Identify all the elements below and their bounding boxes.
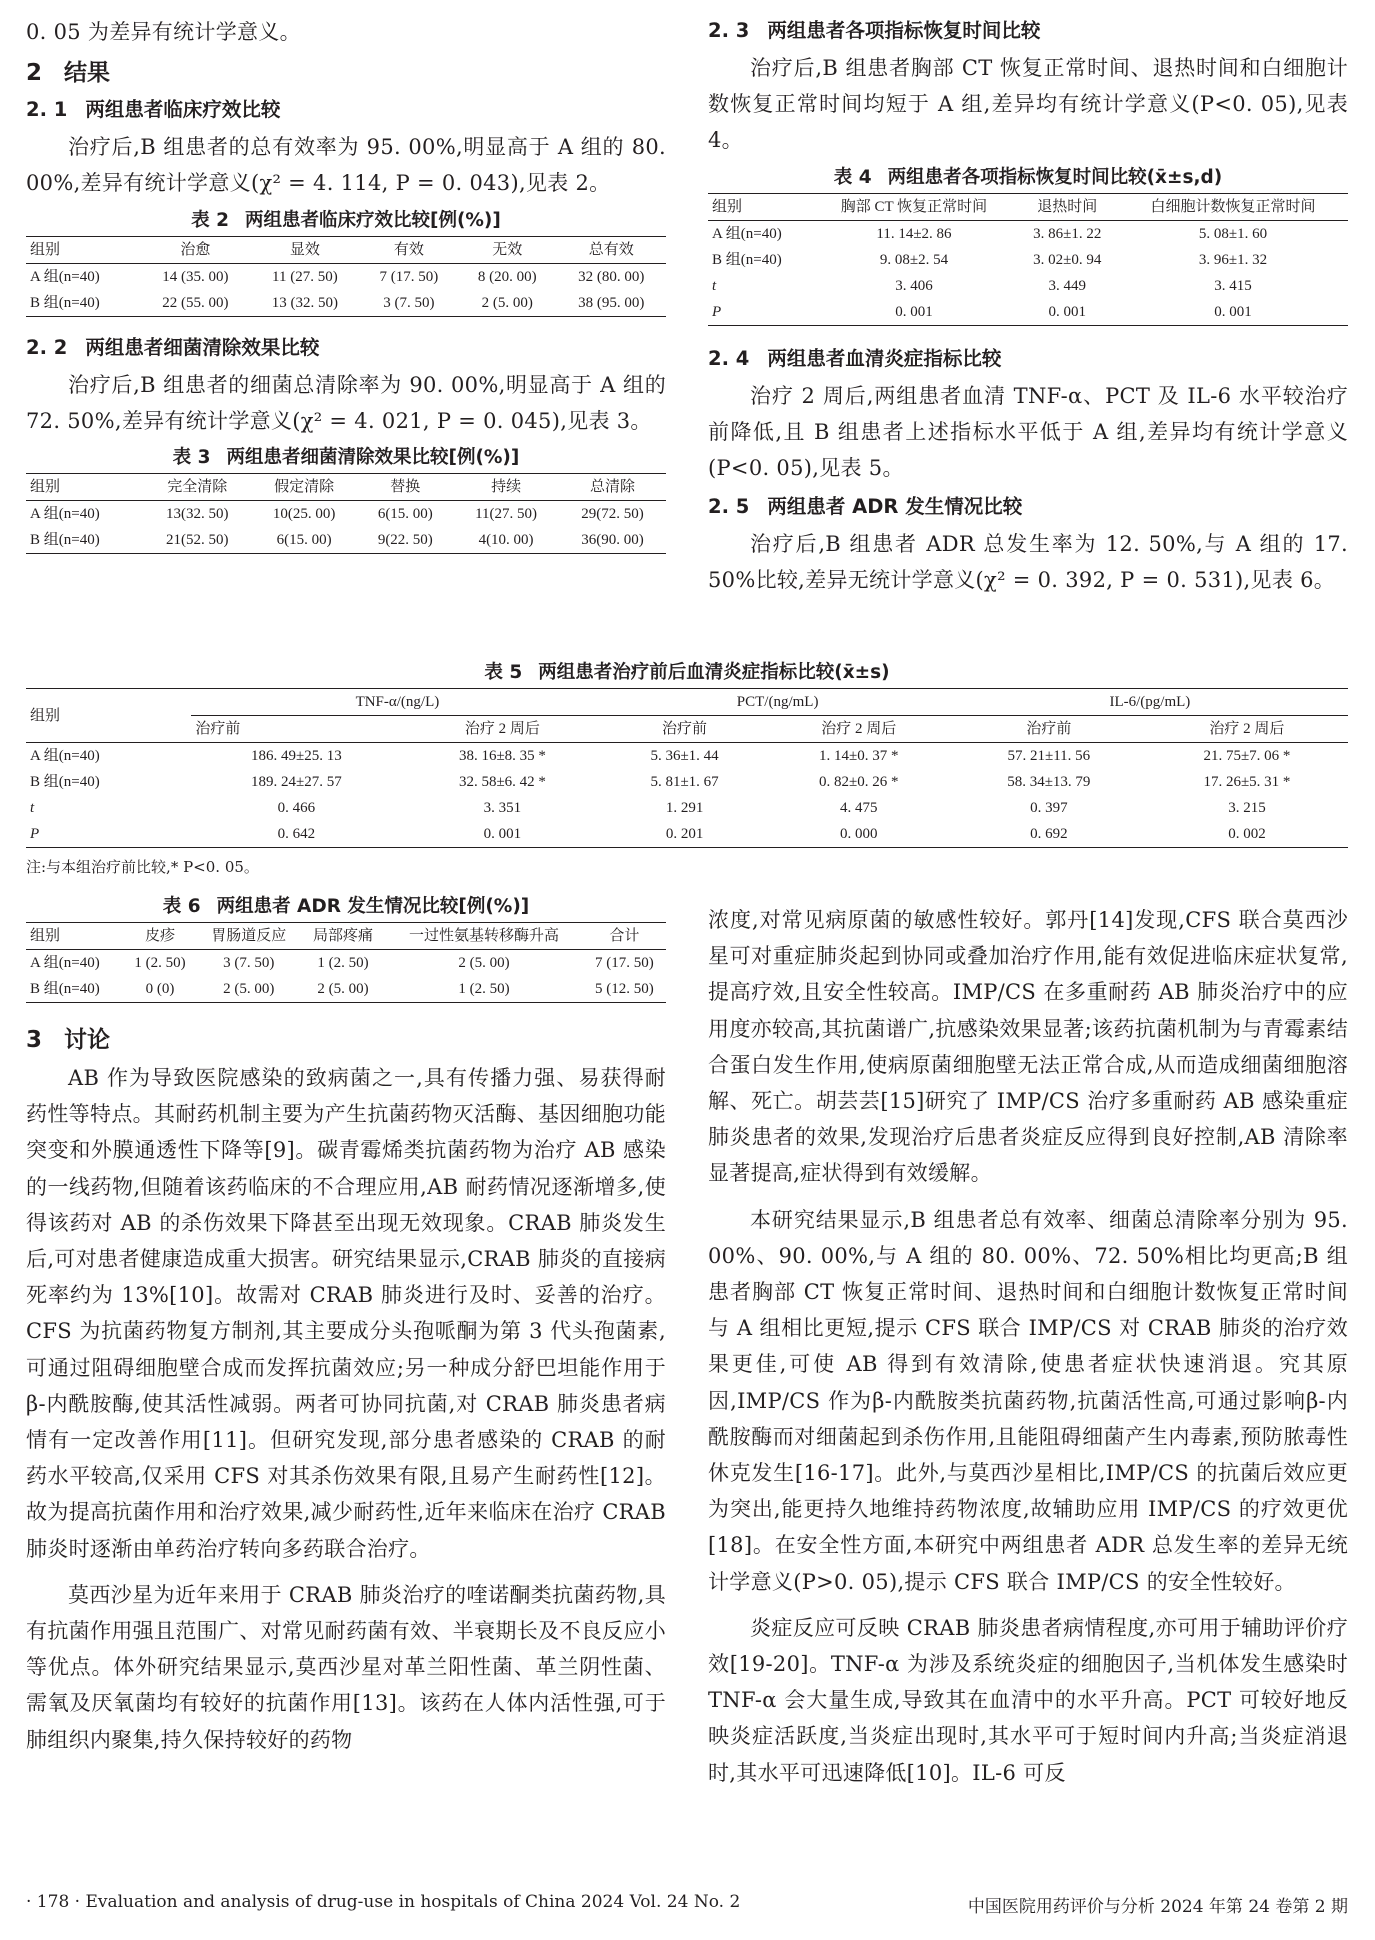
table-header: 胸部 CT 恢复正常时间 xyxy=(811,193,1016,220)
table-6-caption xyxy=(26,892,666,918)
footer-right: 中国医院用药评价与分析 2024 年第 24 卷第 2 期 xyxy=(967,1897,1348,1917)
table-cell: 11(27. 50) xyxy=(475,506,538,523)
table-cell: t xyxy=(712,277,717,294)
table-cell: 5. 08±1. 60 xyxy=(1198,225,1268,242)
section-number: 3 xyxy=(26,1027,43,1053)
table-row xyxy=(26,795,1348,821)
table-cell: 4. 475 xyxy=(839,800,878,816)
section-title: 讨论 xyxy=(64,1027,111,1053)
table-cell: B 组(n=40) xyxy=(712,251,782,268)
paragraph-2-3: 治疗后,B 组患者胸部 CT 恢复正常时间、退热时间和白细胞计数恢复正常时间均短于 A 组,差异均有统计学意义(P<0. 05),见表 4。 xyxy=(708,56,1348,153)
section-number: 2 xyxy=(26,60,43,87)
table-cell: 36(90. 00) xyxy=(559,527,666,554)
subsection-2-4-heading xyxy=(708,342,1348,376)
table-cell: 29(72. 50) xyxy=(581,506,644,523)
table-header: 假定清除 xyxy=(251,474,358,501)
table-5-caption xyxy=(26,658,1348,684)
table-row xyxy=(708,247,1348,273)
table-header: 组别 xyxy=(26,474,144,501)
table-cell: 57. 21±11. 56 xyxy=(1007,748,1091,764)
table-row xyxy=(26,821,1348,848)
table-cell: A 组(n=40) xyxy=(30,506,100,523)
subsection-title: 两组患者 ADR 发生情况比较 xyxy=(767,495,1023,519)
table-cell: 8 (20. 00) xyxy=(477,268,537,285)
table-cell: 10(25. 00) xyxy=(272,506,336,523)
table-header: 完全清除 xyxy=(144,474,251,501)
table-title: 两组患者各项指标恢复时间比较(x̄±s,d) xyxy=(887,166,1223,188)
table-cell: 4(10. 00) xyxy=(453,527,559,554)
table-header: 治疗前 xyxy=(603,716,765,743)
right-column-bottom xyxy=(708,902,1348,1791)
table-header: 总清除 xyxy=(559,474,666,501)
table-cell: B 组(n=40) xyxy=(30,774,100,790)
table-row xyxy=(26,950,666,977)
table-5 xyxy=(26,688,1348,848)
table-cell: 0. 466 xyxy=(277,800,316,816)
table-cell: 0. 001 xyxy=(401,821,603,848)
subsection-title: 两组患者血清炎症指标比较 xyxy=(767,346,1002,370)
table-cell: 3. 449 xyxy=(1048,277,1087,294)
table-cell: 7 (17. 50) xyxy=(594,955,654,971)
table-cell: 1. 291 xyxy=(665,800,704,816)
table-header: 总有效 xyxy=(556,236,666,263)
table-row xyxy=(26,527,666,554)
table-cell: 11 (27. 50) xyxy=(272,268,338,285)
table-header: 显效 xyxy=(250,236,360,263)
table-cell: 14 (35. 00) xyxy=(162,268,229,285)
subsection-number: 2. 4 xyxy=(708,346,750,370)
table-cell: 5. 36±1. 44 xyxy=(650,748,719,764)
table-cell: 1. 14±0. 37 * xyxy=(818,748,899,764)
subsection-number: 2. 5 xyxy=(708,495,750,519)
left-column-bottom xyxy=(26,888,666,1758)
right-column-top xyxy=(708,14,1348,599)
paragraph-discussion-4: 炎症反应可反映 CRAB 肺炎患者病情程度,亦可用于辅助评价疗效[19-20]。TNF-α 为涉及系统炎症的细胞因子,当机体发生感染时 TNF-α 会大量生成,导致其在血清中的水平升高。PCT 可较好地反映炎症活跃度,当炎症出现时,其水平可于短时间内升高;当炎症消退时,其水平可迅速降低[10]。IL-6 可反 xyxy=(708,1615,1348,1785)
paragraph-2-5: 治疗后,B 组患者 ADR 总发生率为 12. 50%,与 A 组的 17. 50%比较,差异无统计学意义(χ² = 0. 392, P = 0. 531),见表 6。 xyxy=(708,532,1348,593)
table-cell: 17. 26±5. 31 * xyxy=(1203,774,1291,790)
table-cell: 6(15. 00) xyxy=(251,527,358,554)
table-header: 治疗 2 周后 xyxy=(766,716,952,743)
table-4 xyxy=(708,193,1348,326)
table-title: 两组患者 ADR 发生情况比较[例(%)] xyxy=(216,896,530,917)
table-header: 有效 xyxy=(360,236,458,263)
table-header: 组别 xyxy=(708,193,811,220)
table-header: 替换 xyxy=(358,474,454,501)
table-cell: 7 (17. 50) xyxy=(379,268,439,285)
table-cell: P xyxy=(26,821,191,848)
subsection-number: 2. 2 xyxy=(26,335,68,359)
table-header: 退热时间 xyxy=(1017,193,1118,220)
table-title: 两组患者细菌清除效果比较[例(%)] xyxy=(226,447,520,469)
table-6 xyxy=(26,922,666,1003)
table-header: 无效 xyxy=(458,236,556,263)
table-number: 表 6 xyxy=(162,896,201,917)
table-cell: B 组(n=40) xyxy=(26,976,123,1003)
table-5-note: 注:与本组治疗前比较,* P<0. 05。 xyxy=(26,858,259,876)
table-cell: 3. 351 xyxy=(483,800,522,816)
table-header: 合计 xyxy=(583,923,666,950)
section-results-heading xyxy=(26,54,666,87)
table-header: 治疗前 xyxy=(952,716,1146,743)
table-cell: 0. 201 xyxy=(603,821,765,848)
subsection-2-2-heading xyxy=(26,331,666,365)
table-cell: 2 (5. 00) xyxy=(197,976,301,1003)
table-cell: 3. 215 xyxy=(1228,800,1266,816)
table-cell: 32 (80. 00) xyxy=(578,268,645,285)
table-cell: 9(22. 50) xyxy=(358,527,454,554)
table-group-header: TNF-α/(ng/L) xyxy=(191,689,603,716)
table-cell: 3. 415 xyxy=(1214,277,1252,294)
table-cell: t xyxy=(30,800,35,816)
table-group-header: PCT/(ng/mL) xyxy=(603,689,951,716)
table-row xyxy=(26,976,666,1003)
table-cell: 5. 81±1. 67 xyxy=(650,774,719,790)
subsection-title: 两组患者各项指标恢复时间比较 xyxy=(767,19,1041,42)
table-4-caption xyxy=(708,163,1348,189)
table-row xyxy=(26,263,666,290)
table-cell: 189. 24±27. 57 xyxy=(251,774,342,790)
table-number: 表 3 xyxy=(172,447,211,469)
table-cell: 21. 75±7. 06 * xyxy=(1203,748,1291,764)
table-5-block xyxy=(26,654,1348,877)
table-cell: 32. 58±6. 42 * xyxy=(458,774,546,790)
table-cell: 0. 642 xyxy=(191,821,401,848)
paragraph-2-1: 治疗后,B 组患者的总有效率为 95. 00%,明显高于 A 组的 80. 00%,差异有统计学意义(χ² = 4. 114, P = 0. 043),见表 2。 xyxy=(26,135,666,196)
table-3-caption xyxy=(26,443,666,469)
table-cell: 0. 001 xyxy=(1118,299,1348,326)
table-cell: A 组(n=40) xyxy=(30,748,100,764)
paragraph-2-2: 治疗后,B 组患者的细菌总清除率为 90. 00%,明显高于 A 组的 72. 50%,差异有统计学意义(χ² = 4. 021, P = 0. 045),见表 3。 xyxy=(26,372,666,433)
table-cell: 0. 397 xyxy=(1030,800,1068,816)
table-row xyxy=(708,299,1348,326)
table-cell: 3. 406 xyxy=(895,277,933,294)
subsection-2-5-heading xyxy=(708,490,1348,524)
table-cell: 0 (0) xyxy=(123,976,197,1003)
table-header: 治疗 2 周后 xyxy=(1146,716,1348,743)
table-row xyxy=(708,220,1348,247)
table-header: 胃肠道反应 xyxy=(197,923,301,950)
table-cell: 0. 002 xyxy=(1146,821,1348,848)
paragraph-discussion-1: AB 作为导致医院感染的致病菌之一,具有传播力强、易获得耐药性等特点。其耐药机制主要为产生抗菌药物灭活酶、基因细胞功能突变和外膜通透性下降等[9]。碳青霉烯类抗菌药物为治疗 AB 感染的一线药物,但随着该药临床的不合理应用,AB 耐药情况逐渐增多,使得该药对 AB 的杀伤效果下降甚至出现无效现象。CRAB 肺炎发生后,可对患者健康造成重大损害。研究结果显示,CRAB 肺炎的直接病死率约为 13%[10]。故需对 CRAB 肺炎进行及时、妥善的治疗。CFS 为抗菌药物复方制剂,其主要成分头孢哌酮为第 3 代头孢菌素,可通过阻碍细胞壁合成而发挥抗菌效应;另一种成分舒巴坦能作用于β-内酰胺酶,使其活性减弱。两者可协同抗菌,对 CRAB 肺炎患者病情有一定改善作用[11]。但研究发现,部分患者感染的 CRAB 的耐药水平较高,仅采用 CFS 对其杀伤效果有限,且易产生耐药性[12]。故为提高抗菌作用和治疗效果,减少耐药性,近年来临床在治疗 CRAB 肺炎时逐渐由单药治疗转向多药联合治疗。 xyxy=(26,1066,666,1561)
table-cell: 9. 08±2. 54 xyxy=(879,251,949,268)
table-cell: 6(15. 00) xyxy=(377,506,433,523)
subsection-number: 2. 1 xyxy=(26,98,68,122)
table-row xyxy=(26,743,1348,770)
table-cell: 3. 86±1. 22 xyxy=(1033,225,1102,242)
table-cell: 5 (12. 50) xyxy=(583,976,666,1003)
table-header: 组别 xyxy=(26,236,141,263)
table-cell: P xyxy=(708,299,811,326)
table-title: 两组患者治疗前后血清炎症指标比较(x̄±s) xyxy=(538,662,890,683)
table-cell: 1 (2. 50) xyxy=(385,976,582,1003)
table-row xyxy=(26,769,1348,795)
table-cell: 1 (2. 50) xyxy=(317,955,369,971)
subsection-title: 两组患者细菌清除效果比较 xyxy=(85,335,320,359)
table-cell: 0. 000 xyxy=(766,821,952,848)
table-3 xyxy=(26,473,666,554)
table-header: 治疗 2 周后 xyxy=(401,716,603,743)
table-header: 皮疹 xyxy=(123,923,197,950)
table-header: 白细胞计数恢复正常时间 xyxy=(1118,193,1348,220)
table-header: 一过性氨基转移酶升高 xyxy=(385,923,582,950)
table-cell: 58. 34±13. 79 xyxy=(1007,774,1091,790)
table-number: 表 5 xyxy=(484,662,523,683)
table-2-caption xyxy=(26,206,666,232)
table-cell: A 组(n=40) xyxy=(712,225,782,242)
table-group-header: IL-6/(pg/mL) xyxy=(952,689,1348,716)
table-header: 组别 xyxy=(26,923,123,950)
table-cell: 0. 001 xyxy=(811,299,1016,326)
footer-left: · 178 · Evaluation and analysis of drug-use in hospitals of China 2024 Vol. 24 No. 2 xyxy=(26,1892,741,1912)
table-cell: 186. 49±25. 13 xyxy=(251,748,342,764)
table-header: 组别 xyxy=(26,689,191,743)
paragraph-2-4: 治疗 2 周后,两组患者血清 TNF-α、PCT 及 IL-6 水平较治疗前降低,且 B 组患者上述指标水平低于 A 组,差异均有统计学意义(P<0. 05),见表 5。 xyxy=(708,383,1348,481)
table-2 xyxy=(26,236,666,317)
subsection-number: 2. 3 xyxy=(708,19,750,42)
table-header: 治疗前 xyxy=(191,716,401,743)
section-title: 结果 xyxy=(64,60,111,87)
table-cell: 2 (5. 00) xyxy=(458,290,556,317)
table-cell: 11. 14±2. 86 xyxy=(876,225,952,242)
table-cell: B 组(n=40) xyxy=(26,527,144,554)
subsection-title: 两组患者临床疗效比较 xyxy=(85,98,281,122)
table-cell: 3 (7. 50) xyxy=(223,955,275,971)
paragraph-stat-threshold: 0. 05 为差异有统计学意义。 xyxy=(26,20,301,44)
paragraph-discussion-3: 本研究结果显示,B 组患者总有效率、细菌总清除率分别为 95. 00%、90. 00%,与 A 组的 80. 00%、72. 50%相比均更高;B 组患者胸部 CT 恢复正常时间、退热时间和白细胞计数恢复正常时间与 A 组相比更短,提示 CFS 联合 IMP/CS 对 CRAB 肺炎的治疗效果更佳,可使 AB 得到有效清除,使患者症状快速消退。究其原因,IMP/CS 作为β-内酰胺类抗菌药物,抗菌活性高,可通过影响β-内酰胺酶而对细菌起到杀伤作用,且能阻碍细菌产生内毒素,预防脓毒性休克发生[16-17]。此外,与莫西沙星相比,IMP/CS 的抗菌后效应更为突出,能更持久地维持药物浓度,故辅助应用 IMP/CS 的疗效更优[18]。在安全性方面,本研究中两组患者 ADR 总发生率的差异无统计学意义(P>0. 05),提示 CFS 联合 IMP/CS 的安全性较好。 xyxy=(708,1207,1348,1594)
table-cell: 21(52. 50) xyxy=(144,527,251,554)
table-cell: A 组(n=40) xyxy=(30,268,100,285)
table-cell: 38 (95. 00) xyxy=(556,290,666,317)
table-cell: 13 (32. 50) xyxy=(250,290,360,317)
table-cell: A 组(n=40) xyxy=(30,955,100,971)
table-header: 治愈 xyxy=(141,236,251,263)
table-number: 表 2 xyxy=(191,209,229,231)
table-cell: 13(32. 50) xyxy=(166,506,229,523)
table-cell: 2 (5. 00) xyxy=(458,955,510,971)
table-cell: 0. 82±0. 26 * xyxy=(818,774,899,790)
table-cell: 2 (5. 00) xyxy=(301,976,386,1003)
table-header: 持续 xyxy=(453,474,559,501)
table-cell: 1 (2. 50) xyxy=(134,955,186,971)
table-header: 局部疼痛 xyxy=(301,923,386,950)
table-cell: 22 (55. 00) xyxy=(141,290,251,317)
section-discussion-heading xyxy=(26,1021,666,1054)
left-column-top xyxy=(26,14,666,554)
paragraph-discussion-2-continued: 浓度,对常见病原菌的敏感性较好。郭丹[14]发现,CFS 联合莫西沙星可对重症肺炎起到协同或叠加治疗作用,能有效促进临床症状复常,提高疗效,且安全性较高。IMP/CS 在多重耐药 AB 肺炎治疗中的应用度亦较高,其抗菌谱广,抗感染效果显著;该药抗菌机制为与青霉素结合蛋白发生作用,使病原菌细胞壁无法正常合成,从而造成细菌细胞溶解、死亡。胡芸芸[15]研究了 IMP/CS 治疗多重耐药 AB 感染重症肺炎患者的效果,发现治疗后患者炎症反应得到良好控制,AB 清除率显著提高,症状得到有效缓解。 xyxy=(708,908,1348,1186)
subsection-2-1-heading xyxy=(26,93,666,127)
table-row xyxy=(26,501,666,528)
subsection-2-3-heading xyxy=(708,14,1348,48)
table-row xyxy=(26,290,666,317)
table-cell: 3. 96±1. 32 xyxy=(1198,251,1268,268)
table-number: 表 4 xyxy=(833,166,872,188)
paragraph-discussion-2: 莫西沙星为近年来用于 CRAB 肺炎治疗的喹诺酮类抗菌药物,具有抗菌作用强且范围广、对常见耐药菌有效、半衰期长及不良反应小等优点。体外研究结果显示,莫西沙星对革兰阳性菌、革兰阴性菌、需氧及厌氧菌均有较好的抗菌作用[13]。该药在人体内活性强,可于肺组织内聚集,持久保持较好的药物 xyxy=(26,1582,666,1752)
table-cell: 0. 692 xyxy=(952,821,1146,848)
table-title: 两组患者临床疗效比较[例(%)] xyxy=(244,209,501,231)
table-cell: 38. 16±8. 35 * xyxy=(458,748,546,764)
table-cell: 3. 02±0. 94 xyxy=(1033,251,1102,268)
table-cell: 0. 001 xyxy=(1017,299,1118,326)
table-cell: 3 (7. 50) xyxy=(360,290,458,317)
table-row xyxy=(708,273,1348,299)
table-cell: B 组(n=40) xyxy=(26,290,141,317)
